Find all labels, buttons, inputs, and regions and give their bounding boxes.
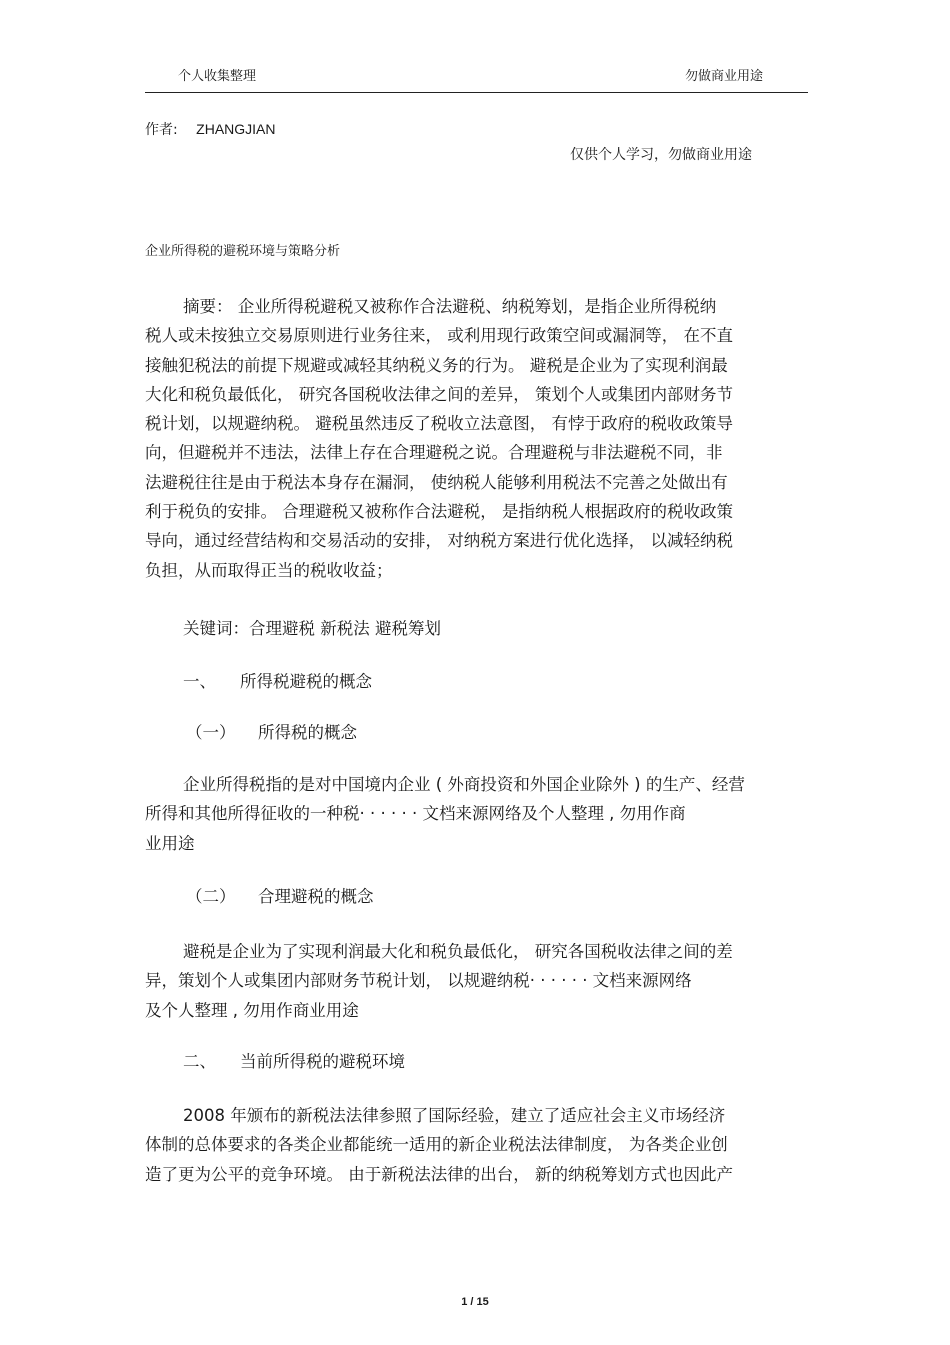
paragraph-line: 异，策划个人或集团内部财务节税计划， 以规避纳税· · · · · · 文档来源网络 <box>145 971 692 991</box>
concept-paragraph <box>145 770 808 858</box>
header-left-text: 个人收集整理 <box>178 69 257 84</box>
section-title: 所得税避税的概念 <box>240 672 372 691</box>
section-heading-2 <box>183 1050 405 1074</box>
abstract-line: 摘要： 企业所得税避税又被称作合法避税、纳税筹划，是指企业所得税纳 <box>183 297 717 316</box>
environment-paragraph <box>145 1101 808 1189</box>
author-name: ZHANGJIAN <box>196 121 276 137</box>
paragraph-line: 造了更为公平的竞争环境。 由于新税法法律的出台， 新的纳税筹划方式也因此产 <box>145 1164 733 1184</box>
paragraph-line: 企业所得税指的是对中国境内企业 ( 外商投资和外国企业除外 ) 的生产、经营 <box>183 775 745 794</box>
abstract-line: 接触犯税法的前提下规避或减轻其纳税义务的行为。 避税是企业为了实现利润最 <box>145 355 728 375</box>
avoidance-paragraph <box>145 937 808 1025</box>
section-number: 二、 <box>183 1052 216 1071</box>
abstract-line: 导向，通过经营结构和交易活动的安排， 对纳税方案进行优化选择， 以减轻纳税 <box>145 531 733 551</box>
paragraph-line: 2008 年颁布的新税法法律参照了国际经验，建立了适应社会主义市场经济 <box>183 1106 726 1125</box>
abstract-line: 负担，从而取得正当的税收收益； <box>145 560 393 580</box>
page-header <box>145 64 808 93</box>
section-heading-1 <box>183 670 372 694</box>
paragraph-line: 所得和其他所得征收的一种税· · · · · · 文档来源网络及个人整理 , 勿用作商 <box>145 804 686 824</box>
abstract-paragraph <box>145 292 808 585</box>
subsection-title: 合理避税的概念 <box>258 887 374 906</box>
subsection-heading-1 <box>186 721 357 745</box>
paragraph-line: 业用途 <box>145 833 195 853</box>
section-title: 当前所得税的避税环境 <box>240 1052 405 1071</box>
header-right-text: 勿做商业用途 <box>684 69 763 84</box>
abstract-line: 利于税负的安排。 合理避税又被称作合法避税， 是指纳税人根据政府的税收政策 <box>145 502 733 522</box>
abstract-line: 法避税往往是由于税法本身存在漏洞， 使纳税人能够利用税法不完善之处做出有 <box>145 472 728 492</box>
document-title: 企业所得税的避税环境与策略分析 <box>145 244 341 259</box>
keywords-line: 关键词：合理避税 新税法 避税筹划 <box>183 619 441 638</box>
section-number: 一、 <box>183 672 216 691</box>
subsection-heading-2 <box>186 885 374 909</box>
usage-notice: 仅供个人学习，勿做商业用途 <box>570 147 752 163</box>
subsection-number: （一） <box>186 723 236 742</box>
subsection-title: 所得税的概念 <box>258 723 357 742</box>
page-number: 1 / 15 <box>461 1296 489 1308</box>
paragraph-line: 体制的总体要求的各类企业都能统一适用的新企业税法法律制度， 为各类企业创 <box>145 1135 728 1155</box>
paragraph-line: 及个人整理 , 勿用作商业用途 <box>145 1000 359 1020</box>
paragraph-line: 避税是企业为了实现利润最大化和税负最低化， 研究各国税收法律之间的差 <box>183 942 733 961</box>
abstract-line: 大化和税负最低化， 研究各国税收法律之间的差异， 策划个人或集团内部财务节 <box>145 384 733 404</box>
subsection-number: （二） <box>186 887 236 906</box>
author-label: 作者: <box>145 122 178 138</box>
abstract-line: 税人或未按独立交易原则进行业务往来， 或利用现行政策空间或漏洞等， 在不直 <box>145 326 733 346</box>
abstract-line: 向，但避税并不违法，法律上存在合理避税之说。合理避税与非法避税不同，非 <box>145 443 723 463</box>
abstract-line: 税计划，以规避纳税。 避税虽然违反了税收立法意图， 有悖于政府的税收政策导 <box>145 414 733 434</box>
author-line <box>145 119 276 140</box>
